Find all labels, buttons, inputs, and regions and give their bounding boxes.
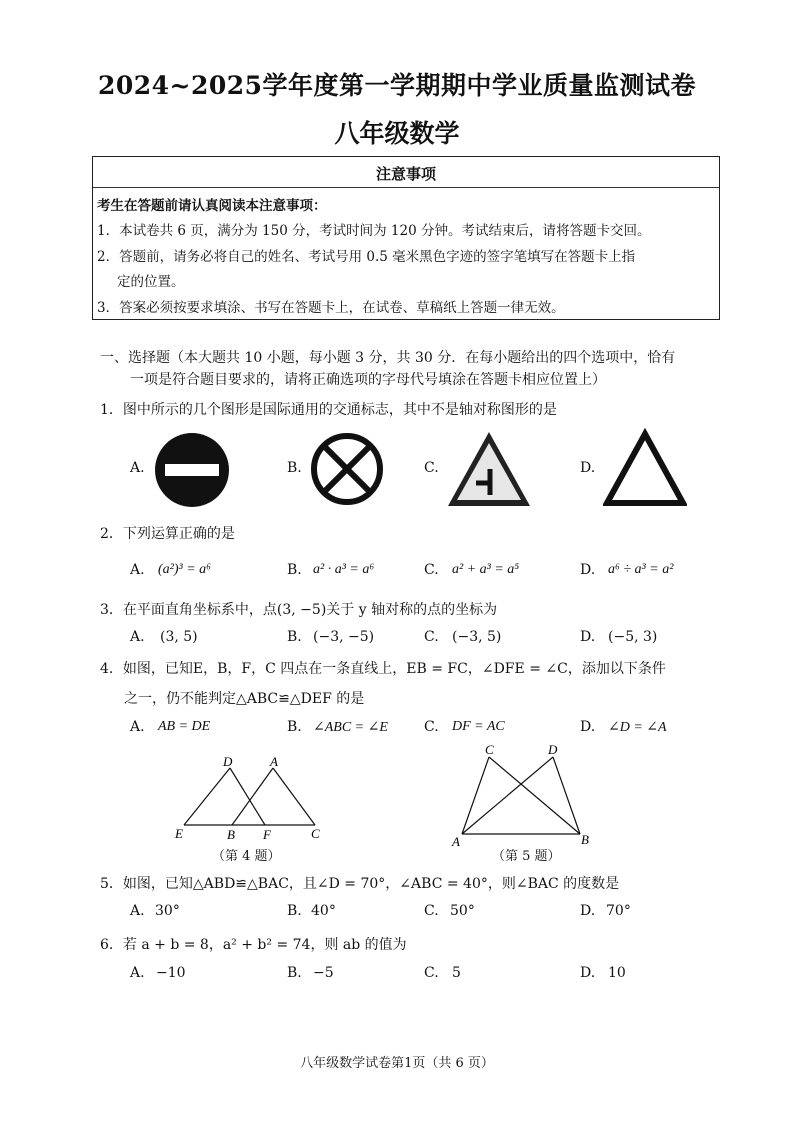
q3-option-d: (−5, 3) bbox=[608, 629, 658, 645]
q4-label-c: C. bbox=[424, 719, 439, 735]
q5-point-d: D bbox=[548, 742, 558, 757]
q3-option-a: (3, 5) bbox=[160, 629, 198, 645]
notice-heading: 注意事项 bbox=[375, 165, 436, 183]
q2-option-a: (a²)³ = a⁶ bbox=[158, 562, 212, 577]
notice-box bbox=[92, 156, 720, 320]
q1-label-d: D. bbox=[580, 460, 596, 476]
q4-line-ba bbox=[232, 768, 273, 825]
q4-option-a: AB = DE bbox=[158, 719, 211, 734]
q4-point-b: B bbox=[227, 827, 235, 842]
section-1-header-cont: 一项是符合题目要求的，请将正确选项的字母代号填涂在答题卡相应位置上） bbox=[130, 372, 606, 388]
q3-label-d: D. bbox=[580, 629, 596, 645]
exam-title: 2024~2025学年度第一学期期中学业质量监测试卷 bbox=[97, 71, 697, 100]
q6-option-a: −10 bbox=[156, 965, 186, 981]
q6-stem: 6．若 a + b = 8，a² + b² = 74，则 ab 的值为 bbox=[100, 937, 407, 953]
sign-no-entry-icon bbox=[153, 431, 231, 509]
sign-no-stopping-icon bbox=[309, 431, 385, 507]
q4-label-d: D. bbox=[580, 719, 596, 735]
notice-item-3: 3．答案必须按要求填涂、书写在答题卡上，在试卷、草稿纸上答题一律无效。 bbox=[97, 300, 565, 316]
notice-intro: 考生在答题前请认真阅读本注意事项： bbox=[97, 198, 327, 214]
q6-option-d: 10 bbox=[608, 965, 626, 981]
notice-item-2: 2．答题前，请务必将自己的姓名、考试号用 0.5 毫米黑色字迹的签字笔填写在答题卡上指 bbox=[97, 249, 636, 265]
q3-label-c: C. bbox=[424, 629, 439, 645]
q5-option-b: 40° bbox=[311, 903, 336, 919]
q6-label-b: B. bbox=[287, 965, 302, 981]
q4-option-c: DF = AC bbox=[452, 719, 505, 734]
q4-point-d: D bbox=[223, 754, 233, 769]
section-1-header: 一、选择题（本大题共 10 小题，每小题 3 分，共 30 分．在每小题给出的四个选项中，恰有 bbox=[100, 350, 676, 366]
q2-label-a: A. bbox=[130, 562, 145, 578]
notice-item-2-cont: 定的位置。 bbox=[117, 274, 185, 290]
q5-label-c: C. bbox=[424, 903, 439, 919]
page-footer: 八年级数学试卷第1页（共 6 页） bbox=[300, 1056, 494, 1071]
q1-label-a: A. bbox=[130, 460, 145, 476]
q3-option-b: (−3, −5) bbox=[313, 629, 375, 645]
q5-point-c: C bbox=[485, 742, 494, 757]
q2-label-b: B. bbox=[287, 562, 302, 578]
q6-label-a: A. bbox=[130, 965, 145, 981]
q5-point-a: A bbox=[452, 834, 460, 849]
q2-stem: 2．下列运算正确的是 bbox=[100, 526, 235, 542]
q3-label-b: B. bbox=[287, 629, 302, 645]
q6-option-c: 5 bbox=[452, 965, 461, 981]
q4-point-f: F bbox=[263, 827, 271, 842]
q5-option-c: 50° bbox=[450, 903, 475, 919]
q4-line-ac bbox=[273, 768, 315, 825]
q4-label-b: B. bbox=[287, 719, 302, 735]
q5-option-d: 70° bbox=[606, 903, 631, 919]
q6-option-b: −5 bbox=[313, 965, 334, 981]
sign-triangle-icon bbox=[603, 428, 687, 508]
q2-option-b: a² · a³ = a⁶ bbox=[313, 562, 375, 577]
q3-option-c: (−3, 5) bbox=[452, 629, 502, 645]
q4-stem-line-1: 4．如图，已知E，B，F，C 四点在一条直线上，EB = FC，∠DFE = ∠C，添加以下条件 bbox=[100, 661, 666, 677]
q6-label-d: D. bbox=[580, 965, 596, 981]
q4-label-a: A. bbox=[130, 719, 145, 735]
q4-line-ed bbox=[184, 768, 230, 825]
q5-label-a: A. bbox=[130, 903, 145, 919]
q4-option-b: ∠ABC = ∠E bbox=[313, 720, 388, 735]
q2-label-c: C. bbox=[424, 562, 439, 578]
q4-figure-caption: （第 4 题） bbox=[212, 849, 281, 864]
q5-label-d: D. bbox=[580, 903, 596, 919]
q1-stem: 1．图中所示的几个图形是国际通用的交通标志，其中不是轴对称图形的是 bbox=[100, 402, 557, 418]
q5-figure-caption: （第 5 题） bbox=[492, 849, 561, 864]
q5-point-b: B bbox=[581, 832, 589, 847]
q3-label-a: A. bbox=[130, 629, 145, 645]
q1-label-b: B. bbox=[287, 460, 302, 476]
q5-figure bbox=[447, 738, 597, 850]
q3-stem: 3．在平面直角坐标系中，点(3, −5)关于 y 轴对称的点的坐标为 bbox=[100, 602, 498, 618]
q5-label-b: B. bbox=[287, 903, 302, 919]
notice-divider bbox=[93, 187, 719, 188]
q4-stem-line-2: 之一，仍不能判定△ABC≌△DEF 的是 bbox=[124, 691, 365, 707]
q4-line-df bbox=[230, 768, 265, 825]
q5-stem: 5．如图，已知△ABD≌△BAC，且∠D = 70°，∠ABC = 40°，则∠BAC 的度数是 bbox=[100, 876, 620, 892]
q4-figure bbox=[170, 752, 330, 842]
q2-label-d: D. bbox=[580, 562, 596, 578]
q4-point-a: A bbox=[270, 754, 278, 769]
q4-option-d: ∠D = ∠A bbox=[608, 720, 667, 735]
q6-label-c: C. bbox=[424, 965, 439, 981]
q2-option-c: a² + a³ = a⁵ bbox=[452, 562, 520, 577]
exam-subtitle: 八年级数学 bbox=[334, 119, 460, 148]
q1-label-c: C. bbox=[424, 460, 439, 476]
q4-point-e: E bbox=[175, 826, 183, 841]
sign-t-junction-icon bbox=[446, 429, 532, 509]
q5-option-a: 30° bbox=[155, 903, 180, 919]
q4-point-c: C bbox=[311, 826, 320, 841]
notice-item-1: 1．本试卷共 6 页，满分为 150 分，考试时间为 120 分钟。考试结束后，请将答题卡交回。 bbox=[97, 223, 651, 239]
q2-option-d: a⁶ ÷ a³ = a² bbox=[608, 562, 674, 577]
